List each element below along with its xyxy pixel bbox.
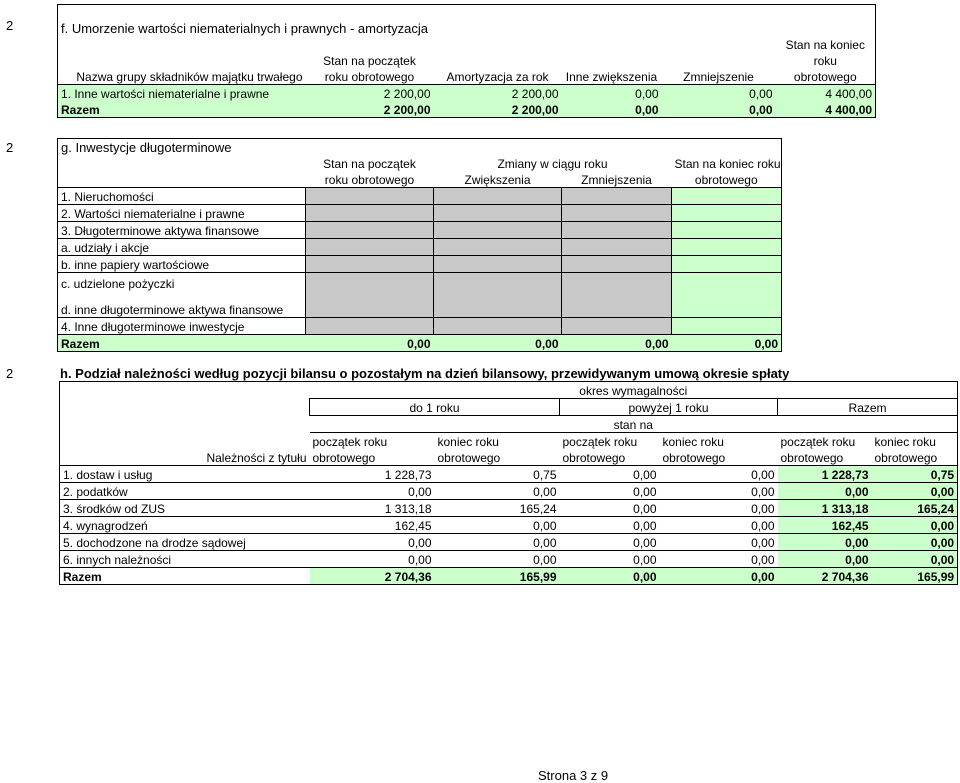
h-total-v4: 0,00: [660, 568, 778, 585]
g-head-inc: Zwiększenia: [434, 171, 562, 188]
f-row-total: [58, 101, 876, 118]
h-row-3: [60, 500, 958, 517]
page-footer: Strona 3 z 9: [538, 768, 609, 783]
h-total-v3: 0,00: [560, 568, 660, 585]
h-row-2-v2: 0,00: [435, 483, 560, 500]
f-row-1-dec: 0,00: [749, 86, 773, 101]
f-head-end-2: roku: [776, 52, 876, 68]
h-total-v6: 165,99: [872, 568, 958, 585]
h-row-6-name: 6. innych należności: [60, 551, 310, 568]
h-row-5-name: 5. dochodzone na drodze sądowej: [60, 534, 310, 551]
h-head-stan-na: stan na: [310, 416, 958, 433]
h-row-6-v5: 0,00: [778, 551, 872, 568]
h-row-3-v1: 1 313,18: [310, 500, 435, 517]
h-row-3-v5: 1 313,18: [778, 500, 872, 517]
f-total-inc: 0,00: [562, 101, 662, 118]
section-g-table: [57, 138, 782, 352]
g-row-1: [58, 188, 782, 205]
h-row-4-v1: 162,45: [310, 517, 435, 534]
h-head-pow1: powyżej 1 roku: [560, 399, 778, 416]
f-head-inc: Inne zwiększenia: [562, 68, 662, 85]
g-row-5-name: b. inne papiery wartościowe: [58, 256, 306, 273]
h-row-2-v6: 0,00: [872, 483, 958, 500]
h-row-3-v4: 0,00: [660, 500, 778, 517]
section-h-title: h. Podział należności według pozycji bilansu o pozostałym na dzień bilansowy, przewidywanym umową okresie spłaty: [60, 366, 790, 381]
g-row-3: [58, 222, 782, 239]
h-row-6-v3: 0,00: [560, 551, 660, 568]
h-row-1-name: 1. dostaw i usług: [60, 466, 310, 483]
h-row-4-v2: 0,00: [435, 517, 560, 534]
g-total-end: 0,00: [672, 334, 782, 351]
f-row-1-start: 2 200,00: [383, 86, 431, 101]
f-row-1-amort: 2 200,00: [511, 86, 559, 101]
h-row-5-v3: 0,00: [560, 534, 660, 551]
h-row-5-v1: 0,00: [310, 534, 435, 551]
g-row-4-name: a. udziały i akcje: [58, 239, 306, 256]
g-total-dec: 0,00: [562, 334, 672, 351]
h-head-razem: Razem: [778, 399, 958, 416]
h-head-kon-do1: koniec roku: [435, 433, 560, 450]
h-total-v2: 165,99: [435, 568, 560, 585]
h-row-2-v1: 0,00: [310, 483, 435, 500]
h-head-obr-3: obrotowego: [560, 449, 660, 466]
h-head-pocz-do1: początek roku: [310, 433, 435, 450]
h-row-6: [60, 551, 958, 568]
h-row-5-v5: 0,00: [778, 534, 872, 551]
h-row-5: [60, 534, 958, 551]
h-head-kon-pow1: koniec roku: [660, 433, 778, 450]
h-head-pocz-pow1: początek roku: [560, 433, 660, 450]
g-head-dec: Zmniejszenia: [562, 171, 672, 188]
h-row-4: [60, 517, 958, 534]
f-total-start: 2 200,00: [306, 101, 434, 118]
h-row-4-name: 4. wynagrodzeń: [60, 517, 310, 534]
f-head-end-3: obrotowego: [776, 68, 876, 85]
g-total-inc: 0,00: [434, 334, 562, 351]
h-head-do1: do 1 roku: [310, 399, 560, 416]
f-head-dec: Zmniejszenie: [662, 68, 776, 85]
h-row-total: [60, 568, 958, 585]
g-row-8: [58, 317, 782, 334]
section-f-number: 2: [6, 18, 14, 33]
g-row-5: [58, 256, 782, 273]
g-row-8-name: 4. Inne długoterminowe inwestycje: [58, 317, 306, 334]
f-row-1: [58, 84, 876, 101]
g-total-start: 0,00: [306, 334, 434, 351]
h-head-name: Należności z tytułu: [60, 449, 310, 466]
h-total-name: Razem: [60, 568, 310, 585]
h-row-5-v2: 0,00: [435, 534, 560, 551]
section-f-table: [57, 4, 876, 118]
h-row-3-v2: 165,24: [435, 500, 560, 517]
h-row-6-v4: 0,00: [660, 551, 778, 568]
h-total-v5: 2 704,36: [778, 568, 872, 585]
h-row-2-name: 2. podatków: [60, 483, 310, 500]
section-g-number: 2: [6, 140, 14, 155]
g-row-2: [58, 205, 782, 222]
f-head-amort: Amortyzacja za rok: [434, 68, 562, 85]
h-row-5-v6: 0,00: [872, 534, 958, 551]
g-row-2-name: 2. Wartości niematerialne i prawne: [58, 205, 306, 222]
h-row-4-v6: 0,00: [872, 517, 958, 534]
h-row-1-v5: 1 228,73: [778, 466, 872, 483]
h-row-5-v4: 0,00: [660, 534, 778, 551]
g-row-7-name: d. inne długoterminowe aktywa finansowe: [58, 291, 306, 318]
g-row-6: [58, 273, 782, 291]
h-row-6-v6: 0,00: [872, 551, 958, 568]
h-head-obr-5: obrotowego: [778, 449, 872, 466]
section-h-table: [59, 381, 958, 585]
h-row-3-v3: 0,00: [560, 500, 660, 517]
f-row-1-name: 1. Inne wartości niematerialne i prawne: [58, 84, 306, 101]
f-total-dec: 0,00: [662, 101, 776, 118]
section-h-number: 2: [6, 366, 14, 381]
h-row-1-v3: 0,00: [560, 466, 660, 483]
h-row-3-name: 3. środków od ZUS: [60, 500, 310, 517]
h-row-1-v6: 0,75: [872, 466, 958, 483]
h-row-4-v5: 162,45: [778, 517, 872, 534]
f-total-name: Razem: [58, 101, 306, 118]
f-total-amort: 2 200,00: [434, 101, 562, 118]
h-head-obr-1: obrotowego: [310, 449, 435, 466]
g-head-start-1: Stan na początek: [323, 157, 416, 171]
g-row-7: [58, 291, 782, 318]
f-head-start-2: roku obrotowego: [306, 68, 434, 85]
g-row-6-name: c. udzielone pożyczki: [58, 273, 306, 291]
h-row-1: [60, 466, 958, 483]
h-head-okres: okres wymagalności: [310, 382, 958, 399]
h-row-4-v3: 0,00: [560, 517, 660, 534]
h-row-4-v4: 0,00: [660, 517, 778, 534]
f-total-end: 4 400,00: [776, 101, 876, 118]
g-row-4: [58, 239, 782, 256]
h-head-pocz-razem: początek roku: [778, 433, 872, 450]
h-row-1-v1: 1 228,73: [310, 466, 435, 483]
h-row-3-v6: 165,24: [872, 500, 958, 517]
f-row-1-inc: 0,00: [635, 86, 659, 101]
h-head-kon-razem: koniec roku: [872, 433, 958, 450]
section-g-title: g. Inwestycje długoterminowe: [58, 139, 782, 156]
f-head-end-1: Stan na koniec: [776, 36, 876, 52]
h-row-2-v5: 0,00: [778, 483, 872, 500]
g-row-3-name: 3. Długoterminowe aktywa finansowe: [58, 222, 306, 239]
g-row-total: [58, 334, 782, 351]
h-row-1-v4: 0,00: [660, 466, 778, 483]
f-head-start-1: Stan na początek: [323, 53, 416, 68]
g-head-changes: Zmiany w ciągu roku: [497, 157, 608, 171]
h-row-1-v2: 0,75: [435, 466, 560, 483]
h-row-2-v4: 0,00: [660, 483, 778, 500]
f-row-1-end: 4 400,00: [776, 84, 876, 101]
h-row-2: [60, 483, 958, 500]
h-row-6-v2: 0,00: [435, 551, 560, 568]
h-head-obr-4: obrotowego: [660, 449, 778, 466]
h-head-obr-2: obrotowego: [435, 449, 560, 466]
section-f-title: f. Umorzenie wartości niematerialnych i prawnych - amortyzacja: [58, 20, 876, 36]
g-head-start-2: roku obrotowego: [306, 171, 434, 188]
g-row-1-name: 1. Nieruchomości: [58, 188, 306, 205]
h-row-2-v3: 0,00: [560, 483, 660, 500]
h-total-v1: 2 704,36: [310, 568, 435, 585]
g-head-end-1: Stan na koniec roku: [672, 155, 782, 171]
h-head-obr-6: obrotowego: [872, 449, 958, 466]
h-row-6-v1: 0,00: [310, 551, 435, 568]
f-head-name: Nazwa grupy składników majątku trwałego: [58, 68, 306, 85]
g-total-name: Razem: [58, 334, 306, 351]
g-head-end-2: obrotowego: [672, 171, 782, 188]
